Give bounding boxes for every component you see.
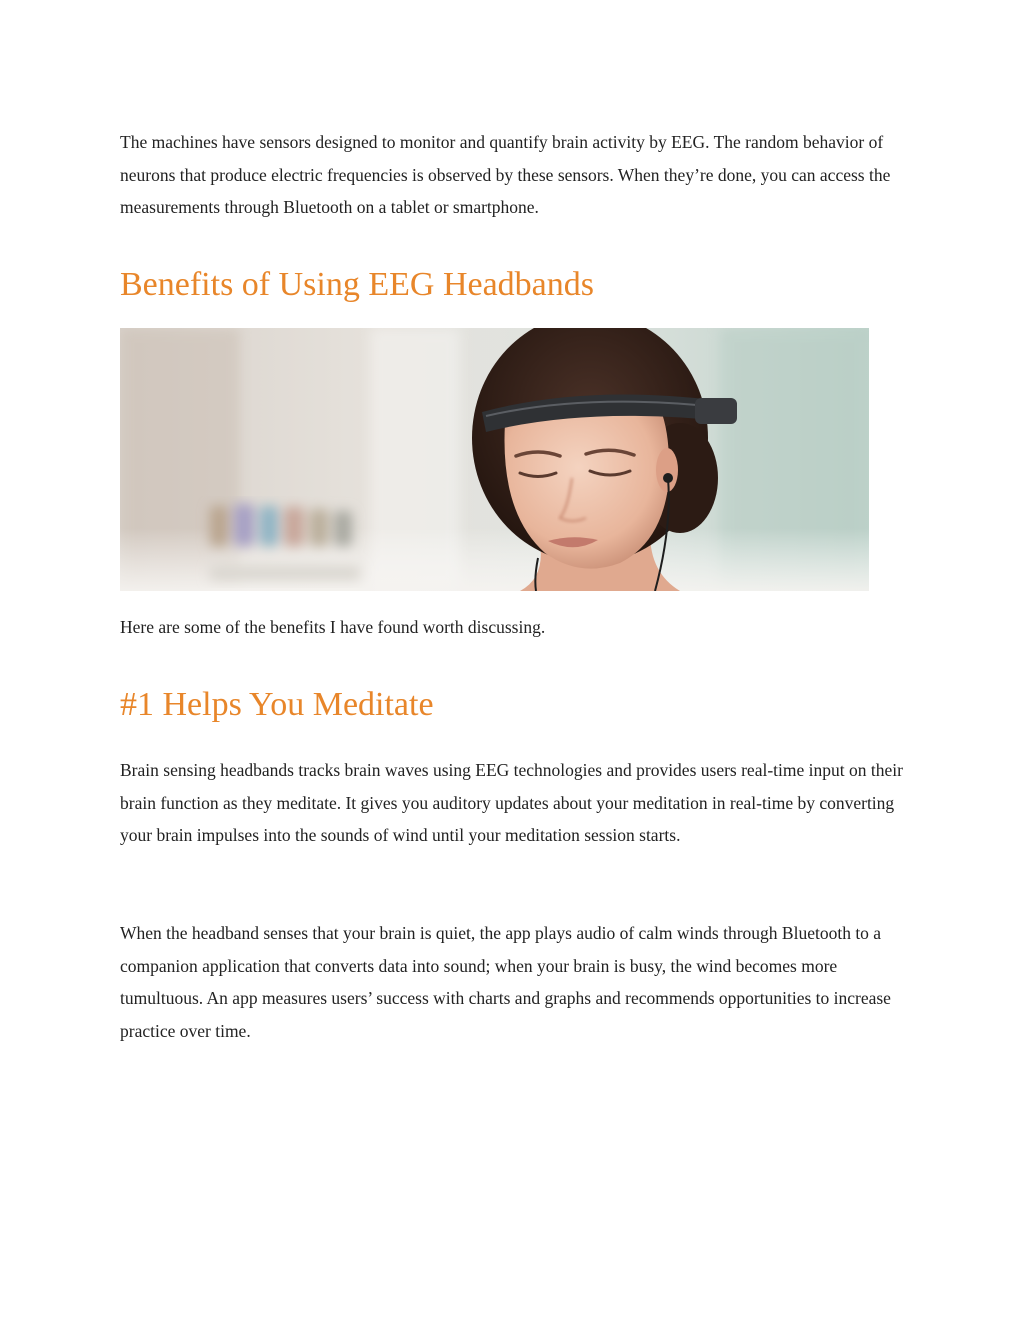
meditate-paragraph-1: Brain sensing headbands tracks brain waves using EEG technologies and provides users real-time input on their brain function as they meditate. It gives you auditory updates about your meditation in real-time by converting your brain impulses into the sounds of wind until your meditation session starts.	[120, 760, 903, 846]
headband-photo	[120, 328, 869, 591]
benefits-lead: Here are some of the benefits I have found worth discussing.	[120, 617, 546, 637]
meditate-paragraph-2: When the headband senses that your brain is quiet, the app plays audio of calm winds through Bluetooth to a companion application that converts data into sound; when your brain is busy, the wind becomes more tumultuous. An app measures users’ success with charts and graphs and recommends opportunities to increase practice over time.	[120, 923, 891, 1041]
benefits-heading: Benefits of Using EEG Headbands	[120, 266, 595, 303]
intro-paragraph: The machines have sensors designed to monitor and quantify brain activity by EEG. The random behavior of neurons that produce electric frequencies is observed by these sensors. When they’re done, you can access the measurements through Bluetooth on a tablet or smartphone.	[120, 132, 891, 218]
meditate-heading: #1 Helps You Meditate	[120, 686, 434, 723]
